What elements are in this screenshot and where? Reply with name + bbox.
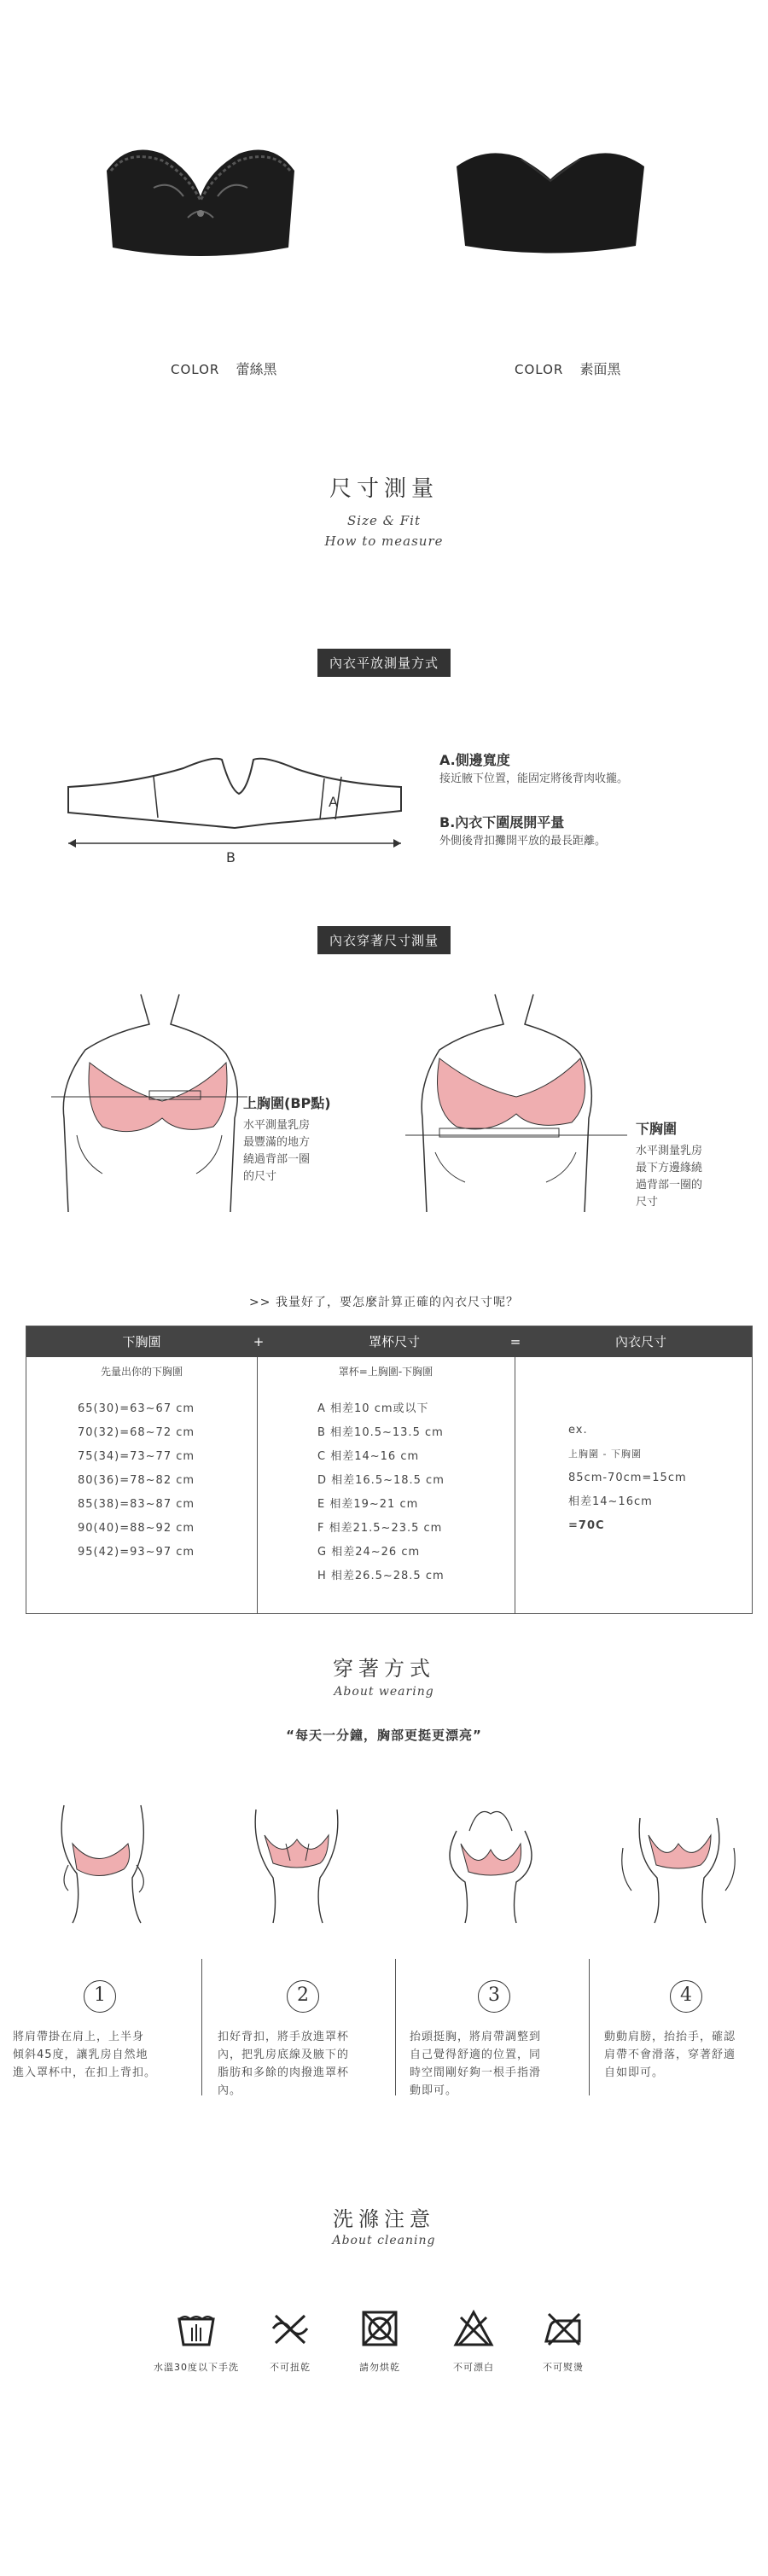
cup-row: C 相差14~16 cm: [317, 1450, 420, 1463]
care-item: [252, 2309, 329, 2374]
result-row: =70C: [568, 1519, 605, 1532]
step-text-line: 自己覺得舒適的位置，同: [410, 2049, 542, 2061]
product-lace-image: [102, 137, 299, 260]
mark-b: B: [226, 849, 236, 865]
result-row: 85cm-70cm=15cm: [568, 1472, 687, 1484]
header-underbust: 下胸圍: [122, 1334, 161, 1349]
b-title: B.內衣下圍展開平量: [439, 814, 565, 830]
header-size: 內衣尺寸: [614, 1334, 666, 1349]
size-section-header: [0, 471, 768, 549]
care-label: 請勿烘乾: [359, 2362, 400, 2373]
size-script-1: Size & Fit: [347, 513, 421, 528]
step-text-line: 脂肪和多餘的肉撥進罩杯: [218, 2066, 350, 2079]
care-item: [435, 2309, 512, 2374]
underbust-column: [26, 1364, 257, 1565]
step-text-line: 時空間剛好夠一根手指滑: [410, 2066, 542, 2079]
step-text-line: 抬頭挺胸，將肩帶調整到: [410, 2031, 542, 2043]
lower-desc-3: 過背部一圈的: [636, 1179, 703, 1192]
col1-sub: 先量出你的下胸圍: [100, 1366, 183, 1378]
no-iron-icon: [542, 2309, 585, 2348]
b-desc: 外側後背扣攤開平放的最長距離。: [439, 835, 607, 848]
cup-row: G 相差24~26 cm: [317, 1546, 421, 1559]
step-text-line: 進入罩杯中，在扣上背扣。: [13, 2066, 157, 2079]
upper-bust-note: [243, 1093, 397, 1186]
step-text-line: 內，把乳房底線及腋下的: [218, 2049, 350, 2061]
header-plus: +: [253, 1334, 265, 1349]
upper-bust-figure: [51, 990, 273, 1212]
underbust-row: 90(40)=88~92 cm: [78, 1522, 195, 1535]
wearing-tagline: “每天一分鐘，胸部更挺更漂亮”: [286, 1728, 482, 1743]
product-plain-image: [452, 137, 649, 260]
step-text-line: 動動肩膀，抬抬手，確認: [604, 2031, 736, 2043]
wear-measure-label: 內衣穿著尺寸測量: [317, 926, 451, 954]
wearing-figure-2: [239, 1797, 358, 1925]
wearing-step-3: [410, 1980, 585, 2100]
underbust-row: 75(34)=73~77 cm: [78, 1450, 195, 1463]
color-name: 蕾絲黑: [236, 361, 277, 377]
wearing-header: [0, 1652, 768, 1744]
a-desc: 接近腋下位置，能固定將後背肉收攏。: [439, 772, 629, 785]
step-number: 3: [478, 1980, 510, 2013]
lower-bust-figure: [405, 990, 627, 1212]
cup-row: B 相差10.5~13.5 cm: [317, 1426, 444, 1439]
size-table: [26, 1326, 753, 1614]
wearing-step-1: [13, 1980, 196, 2082]
wearing-script: About wearing: [334, 1685, 434, 1699]
underbust-row: 80(36)=78~82 cm: [78, 1474, 195, 1487]
wearing-figure-1: [47, 1797, 166, 1925]
upper-desc-2: 最豐滿的地方: [243, 1136, 311, 1149]
step-text-line: 動即可。: [410, 2084, 458, 2097]
care-script: About cleaning: [332, 2234, 436, 2247]
calc-question: >> 我量好了，要怎麼計算正確的內衣尺寸呢？: [249, 1296, 519, 1309]
header-equal: =: [509, 1334, 521, 1349]
wearing-title: 穿著方式: [333, 1657, 435, 1681]
care-label: 不可熨燙: [543, 2362, 584, 2373]
cup-row: D 相差16.5~18.5 cm: [317, 1474, 445, 1487]
size-title: 尺寸測量: [329, 476, 439, 502]
step-text-line: 內。: [218, 2084, 242, 2097]
care-icons: [145, 2309, 631, 2386]
step-number: 1: [84, 1980, 116, 2013]
underbust-row: 95(42)=93~97 cm: [78, 1546, 195, 1559]
care-header: [0, 2202, 768, 2247]
color-name: 素面黑: [579, 361, 621, 377]
no-bleach-icon: [452, 2309, 495, 2348]
lower-desc-4: 尺寸: [636, 1196, 659, 1209]
flat-measure-label: 內衣平放測量方式: [317, 649, 451, 677]
product-plain-caption: [515, 358, 685, 378]
product-lace-caption: [171, 358, 341, 378]
step-text-line: 傾斜45度，讓乳房自然地: [13, 2049, 148, 2061]
wearing-step-4: [604, 1980, 766, 2082]
wearing-figure-4: [619, 1797, 738, 1925]
upper-desc-1: 水平測量乳房: [243, 1119, 311, 1132]
step-number: 2: [287, 1980, 319, 2013]
cup-column: [258, 1364, 514, 1588]
wearing-step-2: [218, 1980, 397, 2100]
care-label: 不可扭乾: [270, 2362, 311, 2373]
wearing-figure-3: [431, 1797, 550, 1925]
result-row: 相差14~16cm: [568, 1495, 653, 1508]
lower-title: 下胸圍: [636, 1121, 678, 1137]
care-title: 洗滌注意: [333, 2207, 435, 2231]
care-label: 水溫30度以下手洗: [154, 2362, 239, 2373]
upper-desc-4: 的尺寸: [243, 1170, 277, 1183]
mark-a: A: [329, 794, 338, 810]
care-item: [341, 2309, 418, 2374]
lower-desc-1: 水平測量乳房: [636, 1145, 703, 1157]
care-item: [145, 2309, 247, 2374]
underbust-row: 65(30)=63~67 cm: [78, 1402, 195, 1415]
flat-measure-notes: [439, 749, 730, 850]
upper-desc-3: 繞過背部一圈: [243, 1153, 311, 1166]
a-title: A.側邊寬度: [439, 752, 510, 768]
no-tumble-dry-icon: [269, 2309, 311, 2348]
step-number: 4: [670, 1980, 702, 2013]
care-item: [521, 2309, 606, 2374]
result-row: 上胸圍 - 下胸圍: [568, 1448, 642, 1460]
size-script-2: How to measure: [324, 533, 444, 549]
header-cup: 罩杯尺寸: [368, 1334, 420, 1349]
hand-wash-icon: [175, 2309, 218, 2348]
cup-row: H 相差26.5~28.5 cm: [317, 1570, 445, 1582]
color-word: COLOR: [171, 362, 220, 377]
underbust-row: 85(38)=83~87 cm: [78, 1498, 195, 1511]
underbust-row: 70(32)=68~72 cm: [78, 1426, 195, 1439]
step-text-line: 扣好背扣，將手放進罩杯: [218, 2031, 350, 2043]
cup-row: A 相差10 cm或以下: [317, 1402, 429, 1415]
result-row: ex.: [568, 1424, 588, 1437]
size-table-header: [26, 1326, 752, 1357]
upper-title: 上胸圍(BP點): [243, 1095, 331, 1111]
flat-bra-diagram: [64, 751, 414, 862]
color-word: COLOR: [515, 362, 564, 377]
col2-sub: 罩杯=上胸圍-下胸圍: [338, 1366, 433, 1378]
lower-bust-note: [636, 1118, 764, 1211]
step-text-line: 肩帶不會滑落，穿著舒適: [604, 2049, 736, 2061]
result-column: [568, 1419, 739, 1538]
step-text-line: 將肩帶掛在肩上，上半身: [13, 2031, 145, 2043]
cup-row: E 相差19~21 cm: [317, 1498, 419, 1511]
no-dry-clean-icon: [358, 2309, 401, 2348]
cup-row: F 相差21.5~23.5 cm: [317, 1522, 443, 1535]
lower-desc-2: 最下方邊緣繞: [636, 1162, 703, 1174]
care-label: 不可漂白: [453, 2362, 494, 2373]
step-text-line: 自如即可。: [604, 2066, 665, 2079]
